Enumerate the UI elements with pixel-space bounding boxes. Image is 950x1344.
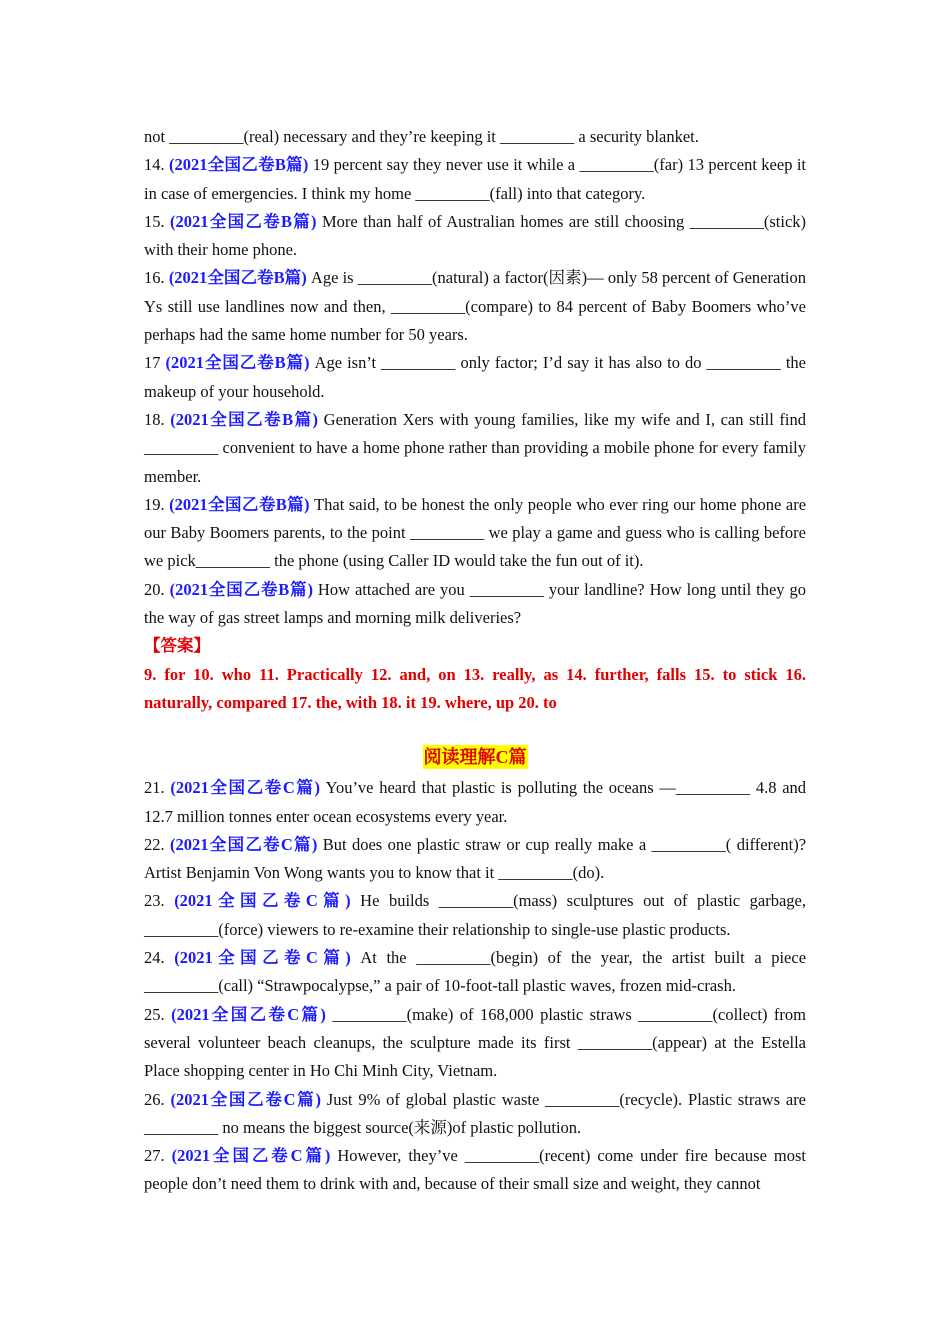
question-source: (2021全国乙卷C篇): [171, 1146, 331, 1166]
question-text: However, they’ve _________(recent) come under fire because most people don’t need them to drink with and, because of their small size and weight, they cannot: [144, 1146, 807, 1194]
question-source: (2021全国乙卷B篇): [168, 268, 307, 288]
part-b-questions: [144, 151, 806, 632]
question-item: [144, 1001, 806, 1086]
question-source: (2021全国乙卷C篇): [174, 891, 351, 911]
question-text: More than half of Australian homes are still choosing _________(stick) with their home phone.: [144, 211, 807, 260]
question-item: [144, 774, 806, 831]
question-text: Age is _________(natural) a factor(因素)— only 58 percent of Generation Ys still use landlines now and then, _________(compare) to 84 percent of Baby Boomers who’ve perhaps had the same home number for 50 years.: [144, 268, 806, 345]
question-number: 23.: [144, 891, 165, 911]
question-item: [144, 831, 806, 888]
question-source: (2021全国乙卷C篇): [170, 834, 318, 854]
question-number: 21.: [144, 778, 165, 798]
question-text: Generation Xers with young families, like my wife and I, can still find _________ convenient to have a home phone rather than providing a mobile phone for every family member.: [144, 409, 807, 486]
answer-label: 【答案】: [144, 636, 210, 656]
question-item: [144, 491, 806, 576]
question-number: 22.: [144, 834, 165, 854]
question-number: 16.: [144, 268, 165, 288]
section-title: 阅读理解C篇: [423, 747, 527, 768]
question-number: 25.: [144, 1004, 165, 1024]
question-number: 27.: [144, 1146, 165, 1166]
question-item: [144, 944, 806, 1001]
question-text: He builds _________(mass) sculptures out of plastic garbage, _________(force) viewers to re-examine their relationship to single-use plastic products.: [144, 891, 807, 939]
question-item: [144, 1142, 806, 1199]
question-number: 14.: [144, 155, 165, 175]
question-number: 19.: [144, 494, 165, 514]
question-text: How attached are you _________ your landline? How long until they go the way of gas street lamps and morning milk deliveries?: [144, 579, 807, 628]
question-text: 19 percent say they never use it while a _________(far) 13 percent keep it in case of emergencies. I think my home _________(fall) into that category.: [144, 155, 806, 203]
question-text: Age isn’t _________ only factor; I’d say it has also to do _________ the makeup of your household.: [144, 353, 806, 401]
question-text: But does one plastic straw or cup really make a _________( different)? Artist Benjamin Von Wong wants you to know that it _________(do).: [144, 834, 807, 883]
question-number: 24.: [144, 948, 165, 968]
question-number: 20.: [144, 579, 165, 599]
question-item: [144, 1086, 806, 1143]
section-heading: [144, 744, 806, 774]
question-source: (2021全国乙卷C篇): [170, 1089, 321, 1109]
question-item: [144, 576, 806, 633]
question-source: (2021全国乙卷B篇): [169, 155, 309, 175]
question-text: You’ve heard that plastic is polluting the oceans —_________ 4.8 and 12.7 million tonnes enter ocean ecosystems every year.: [144, 778, 807, 826]
question-item: [144, 151, 806, 208]
question-item: [144, 406, 806, 491]
question-source: (2021全国乙卷B篇): [170, 409, 319, 429]
question-text: At the _________(begin) of the year, the artist built a piece _________(call) “Strawpocalypse,” a pair of 10-foot-tall plastic waves, frozen mid-crash.: [144, 948, 807, 996]
question-source: (2021全国乙卷B篇): [170, 211, 317, 231]
question-source: (2021全国乙卷B篇): [169, 494, 310, 514]
part-c-questions: [144, 774, 806, 1198]
question-text: Just 9% of global plastic waste _________(recycle). Plastic straws are _________ no means the biggest source(来源)of plastic pollution.: [144, 1089, 807, 1137]
question-text: _________(make) of 168,000 plastic straws _________(collect) from several volunteer beach cleanups, the sculpture made its first _________(appear) at the Estella Place shopping center in Ho Chi Minh City, Vietnam.: [144, 1004, 807, 1081]
answer-text: 9. for 10. who 11. Practically 12. and, on 13. really, as 14. further, falls 15. to stick 16. naturally, compared 17. the, with 18. it 19. where, up 20. to: [144, 664, 806, 712]
question-source: (2021全国乙卷C篇): [174, 948, 351, 968]
intro-line: not _________(real) necessary and they’re keeping it _________ a security blanket.: [144, 127, 699, 146]
question-source: (2021全国乙卷C篇): [171, 1004, 326, 1024]
question-item: [144, 349, 806, 406]
question-number: 17: [144, 353, 161, 373]
question-source: (2021全国乙卷C篇): [170, 778, 320, 798]
document-content: [144, 123, 806, 1199]
question-text: That said, to be honest the only people who ever ring our home phone are our Baby Boomers parents, to the point _________ we play a game and guess who is calling before we pick_________ the phone (using Caller ID would take the fun out of it).: [144, 494, 807, 571]
question-source: (2021全国乙卷B篇): [169, 579, 313, 599]
question-number: 18.: [144, 409, 165, 429]
question-source: (2021全国乙卷B篇): [165, 353, 310, 373]
question-item: [144, 264, 806, 349]
question-number: 26.: [144, 1089, 165, 1109]
question-item: [144, 208, 806, 265]
question-item: [144, 887, 806, 944]
question-number: 15.: [144, 211, 165, 231]
